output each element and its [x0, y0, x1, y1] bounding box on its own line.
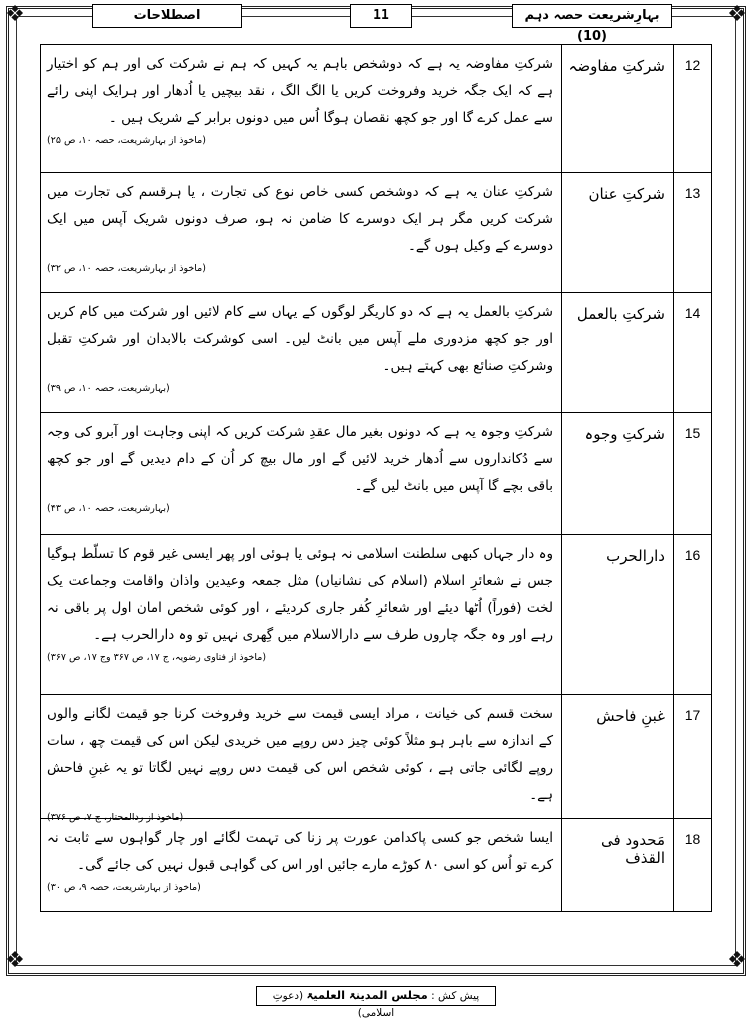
- definition: [41, 413, 561, 534]
- definition-text: شرکتِ وجوہ یہ ہے کہ دونوں بغیر مال عقدِ شرکت کریں کہ اپنی وجاہت اور آبرو کی وجہ سے دُکانداروں سے اُدھار خرید لائیں گے اور مال بیچ کر اُن کے دام دیدیں گے اور جو کچھ باقی بچے گا آپس میں بانٹ لیں گے۔: [47, 424, 553, 494]
- footer-organization: مجلس المدینۃ العلمیۃ: [306, 988, 428, 1002]
- header-book-title: بہارِشریعت حصہ دہم (10): [512, 4, 672, 28]
- row-number: 18: [673, 819, 711, 911]
- reference: (ماخوذ از بہارشریعت، حصہ ۱۰، ص ۳۲): [47, 263, 206, 274]
- row-number: 12: [673, 45, 711, 172]
- table-row: [41, 173, 711, 293]
- term: مَحدود فی القذف: [561, 819, 673, 911]
- table-row: [41, 819, 711, 911]
- definition-text: ایسا شخص جو کسی پاکدامن عورت پر زنا کی تہمت لگائے اور چار گواہوں سے ثابت نہ کرے تو اُس کو اسی ۸۰ کوڑے مارے جائیں اور اس کی گواہی قبول نہیں کی جائے گی۔: [47, 830, 553, 873]
- definition: [41, 45, 561, 172]
- row-number: 13: [673, 173, 711, 292]
- table-row: [41, 293, 711, 413]
- definition: [41, 819, 561, 911]
- reference: (ماخوذ از ردالمحتار، ج ۷، ص ۳۷۶): [47, 812, 184, 823]
- definition-text: شرکتِ عنان یہ ہے کہ دوشخص کسی خاص نوع کی تجارت ، یا ہرقسم کی تجارت میں شرکت کریں مگر ہر ایک دوسرے کا ضامن نہ ہو، صرف دونوں شریک آپس میں ایک دوسرے کے وکیل ہوں گے۔: [47, 184, 553, 254]
- table-row: [41, 413, 711, 535]
- definition: [41, 535, 561, 694]
- definition: [41, 695, 561, 823]
- term: شرکتِ بالعمل: [561, 293, 673, 412]
- corner-ornament-icon: ❖: [727, 2, 747, 27]
- definition: [41, 173, 561, 292]
- reference: (بہارشریعت، حصہ ۱۰، ص ۴۳): [47, 503, 170, 514]
- term: شرکتِ عنان: [561, 173, 673, 292]
- row-number: 17: [673, 695, 711, 818]
- corner-ornament-icon: ❖: [727, 948, 747, 973]
- term: شرکتِ وجوہ: [561, 413, 673, 534]
- page-header: [92, 4, 672, 44]
- reference: (بہارشریعت، حصہ ۱۰، ص ۳۹): [47, 383, 170, 394]
- corner-ornament-icon: ❖: [5, 948, 25, 973]
- reference: (ماخوذ از بہارشریعت، حصہ ۹، ص ۳۰): [47, 882, 201, 893]
- definition: [41, 293, 561, 412]
- term: غبنِ فاحش: [561, 695, 673, 818]
- definition-text: سخت قسم کی خیانت ، مراد ایسی قیمت سے خرید وفروخت کرنا جو قیمت لگانے والوں کے اندازہ سے باہر ہو مثلاً کوئی چیز دس روپے میں خریدی لیکن اس کی قیمت چھ ، سات روپے لگائی جاتی ہے ، کوئی شخص اس کی قیمت دس روپے نہیں لگاتا تو یہ غبنِ فاحش ہے۔: [47, 706, 553, 803]
- table-row: [41, 695, 711, 823]
- header-topic: اصطلاحات: [92, 4, 242, 28]
- footer-prefix: پیش کش :: [431, 990, 480, 1002]
- term: شرکتِ مفاوضہ: [561, 45, 673, 172]
- definition-text: شرکتِ بالعمل یہ ہے کہ دو کاریگر لوگوں کے یہاں سے کام لائیں اور شرکت میں کام کریں اور جو کچھ مزدوری ملے آپس میں بانٹ لیں۔ اسی کوشرکت بالابدان اور شرکتِ تقبل وشرکتِ صنائع بھی کہتے ہیں۔: [47, 304, 553, 374]
- row-number: 15: [673, 413, 711, 534]
- page-footer: [256, 986, 496, 1019]
- table-row: [41, 45, 711, 173]
- footer-subtitle: (دعوتِ اسلامی): [272, 990, 395, 1019]
- reference: (ماخوذ از بہارشریعت، حصہ ۱۰، ص ۲۵): [47, 135, 206, 146]
- reference: (ماخوذ از فتاوی رضویہ، ج ۱۷، ص ۳۶۷ وج ۱۷، ص ۳۶۷): [47, 652, 267, 663]
- definition-text: وہ دار جہاں کبھی سلطنت اسلامی نہ ہوئی یا ہوئی اور پھر ایسی غیر قوم کا تسلّط ہوگیا جس نے شعائرِ اسلام (اسلام کی نشانیاں) مثل جمعہ وعیدین واذان واقامت وجماعت یک لخت (فوراً) اُٹھا دیئے اور شعائرِ کُفر جاری کردیئے ، اور کوئی شخص امان اول پر باقی نہ رہے اور وہ جگہ چاروں طرف سے دارالاسلام میں گِھری نہیں تو وہ دارالحرب ہے۔: [47, 546, 553, 643]
- row-number: 14: [673, 293, 711, 412]
- terms-table: [40, 44, 712, 912]
- definition-text: شرکتِ مفاوضہ یہ ہے کہ دوشخص باہم یہ کہیں کہ ہم نے شرکت کی اور ہم کو اختیار ہے کہ ایک جگہ خرید وفروخت کریں یا الگ الگ ، نقد بیچیں یا اُدھار اور ہرایک اپنی رائے سے عمل کرے گا اور جو کچھ نقصان ہوگا اُس میں دونوں برابر کے شریک ہیں ۔: [47, 56, 553, 126]
- term: دارالحرب: [561, 535, 673, 694]
- row-number: 16: [673, 535, 711, 694]
- header-page-number: 11: [350, 4, 412, 28]
- table-row: [41, 535, 711, 695]
- corner-ornament-icon: ❖: [5, 2, 25, 27]
